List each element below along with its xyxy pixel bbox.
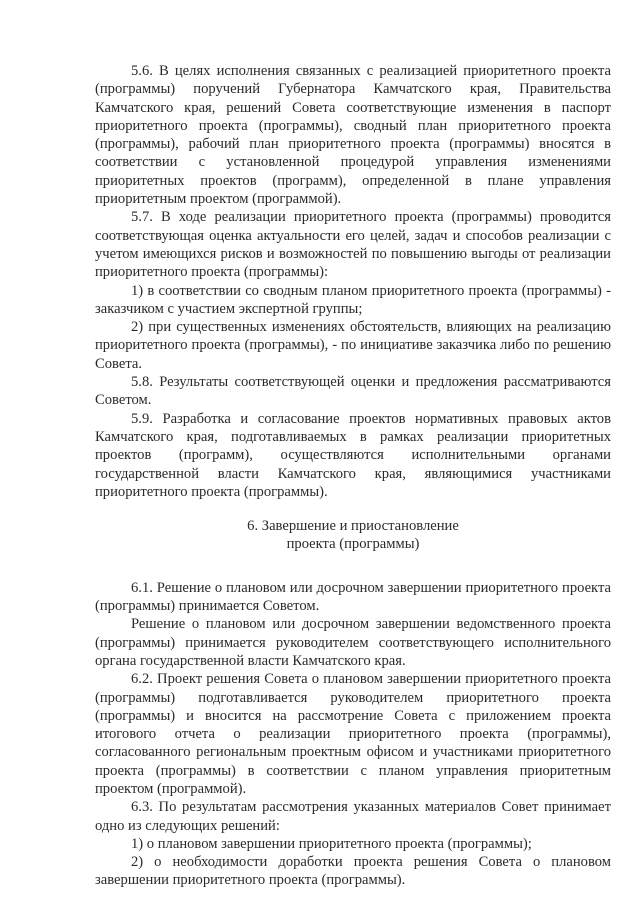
paragraph-6-1-b: Решение о плановом или досрочном завершении ведомственного проекта (программы) принимается руководителем соответствующего исполнительного органа государственной власти Камчатского края. xyxy=(95,616,611,669)
paragraph-5-8: 5.8. Результаты соответствующей оценки и предложения рассматриваются Советом. xyxy=(95,374,611,409)
paragraph-6-3: 6.3. По результатам рассмотрения указанных материалов Совет принимает одно из следующих решений: xyxy=(95,799,611,834)
spacer xyxy=(95,501,611,517)
spacer xyxy=(95,554,611,579)
section-6-heading-line-1: 6. Завершение и приостановление xyxy=(247,518,459,535)
paragraph-6-1: 6.1. Решение о плановом или досрочном завершении приоритетного проекта (программы) принимается Советом. xyxy=(95,579,611,615)
paragraph-5-7-item-2: 2) при существенных изменениях обстоятельств, влияющих на реализацию приоритетного проекта (программы), - по инициативе заказчика либо по решению Совета. xyxy=(95,319,611,372)
paragraph-6-3-item-1: 1) о плановом завершении приоритетного проекта (программы); xyxy=(131,835,532,852)
paragraph-5-6: 5.6. В целях исполнения связанных с реализацией приоритетного проекта (программы) поручений Губернатора Камчатского края, Правительства Камчатского края, решений Совета соответствующие изменения в паспорт приоритетного проекта (программы), сводный план приоритетного проекта (программы), рабочий план приоритетного проекта (программы) вносятся в соответствии с установленной процедурой управления изменениями приоритетных проектов (программ), определенной в плане управления приоритетным проектом (программой). xyxy=(95,63,611,208)
section-6-heading-line-2: проекта (программы) xyxy=(286,536,420,553)
paragraph-5-7-item-1: 1) в соответствии со сводным планом приоритетного проекта (программы) - заказчиком с участием экспертной группы; xyxy=(95,282,611,317)
paragraph-5-7: 5.7. В ходе реализации приоритетного проекта (программы) проводится соответствующая оценка актуальности его целей, задач и способов реализации с учетом имеющихся рисков и возможностей по повышению выгоды от реализации приоритетного проекта (программы): xyxy=(95,209,611,281)
paragraph-6-2: 6.2. Проект решения Совета о плановом завершении приоритетного проекта (программы) подготавливается руководителем приоритетного проекта (программы) и вносится на рассмотрение Совета с приложением проекта итогового отчета о реализации приоритетного проекта (программы), согласованного региональным проектным офисом и участниками приоритетного проекта (программы) в соответствии с планом управления приоритетным проектом (программой). xyxy=(95,671,611,797)
paragraph-5-9: 5.9. Разработка и согласование проектов нормативных правовых актов Камчатского края, подготавливаемых в рамках реализации приоритетных проектов (программ), осуществляются исполнительными органами государственной власти Камчатского края, являющимися участниками приоритетного проекта (программы). xyxy=(95,410,611,500)
document-page xyxy=(95,62,611,890)
paragraph-6-3-item-2: 2) о необходимости доработки проекта решения Совета о плановом завершении приоритетного проекта (программы). xyxy=(95,854,611,889)
